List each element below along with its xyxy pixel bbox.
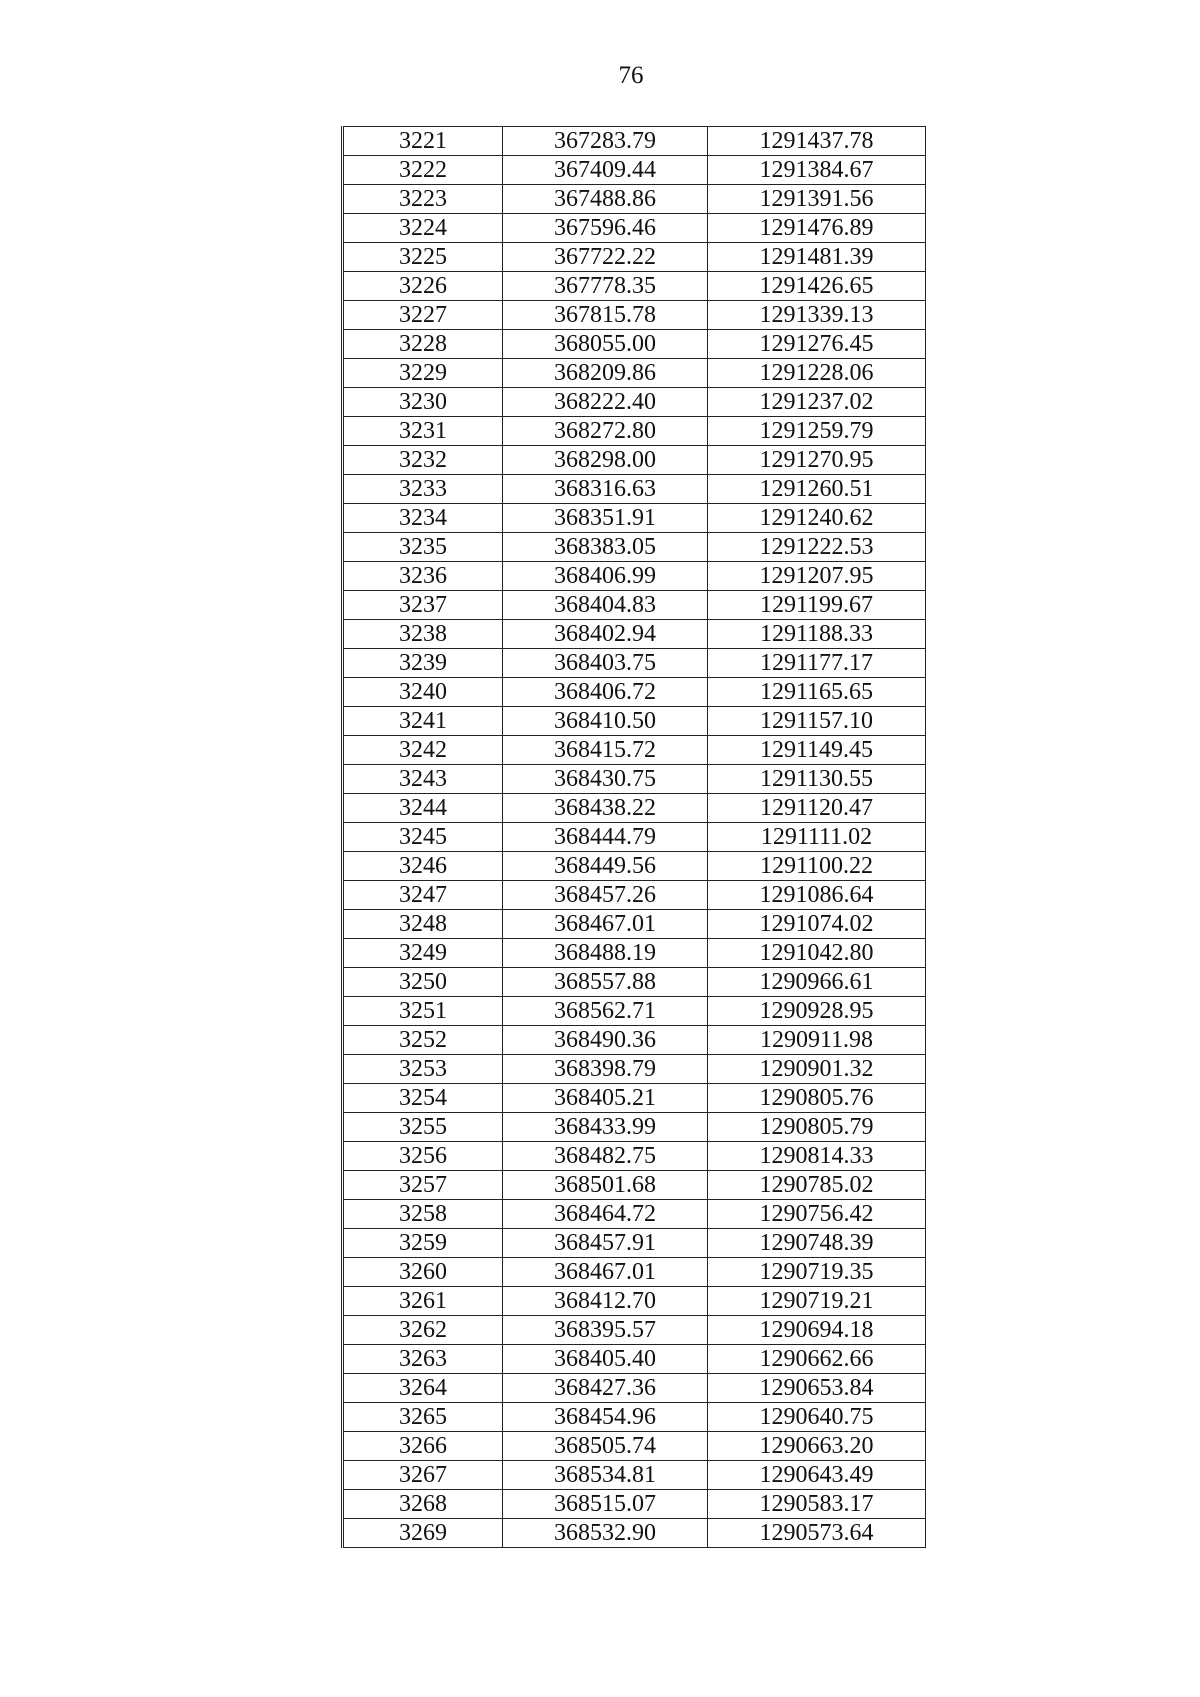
x-coordinate-cell: 367283.79 [503,127,708,156]
x-coordinate-cell: 368272.80 [503,417,708,446]
y-coordinate-cell: 1291228.06 [708,359,926,388]
y-coordinate-cell: 1291199.67 [708,591,926,620]
table-row [343,678,926,707]
point-number-cell: 3225 [343,243,503,272]
x-coordinate-cell: 368457.26 [503,881,708,910]
y-coordinate-cell: 1291237.02 [708,388,926,417]
y-coordinate-cell: 1291476.89 [708,214,926,243]
point-number-cell: 3262 [343,1316,503,1345]
point-number-cell: 3221 [343,127,503,156]
x-coordinate-cell: 367722.22 [503,243,708,272]
point-number-cell: 3226 [343,272,503,301]
table-row [343,388,926,417]
y-coordinate-cell: 1291391.56 [708,185,926,214]
table-row [343,417,926,446]
y-coordinate-cell: 1291120.47 [708,794,926,823]
y-coordinate-cell: 1290805.76 [708,1084,926,1113]
point-number-cell: 3267 [343,1461,503,1490]
point-number-cell: 3250 [343,968,503,997]
table-row [343,968,926,997]
table-row [343,1316,926,1345]
point-number-cell: 3265 [343,1403,503,1432]
x-coordinate-cell: 368403.75 [503,649,708,678]
point-number-cell: 3235 [343,533,503,562]
x-coordinate-cell: 367815.78 [503,301,708,330]
table-row [343,997,926,1026]
point-number-cell: 3266 [343,1432,503,1461]
table-row [343,649,926,678]
table-row [343,1287,926,1316]
point-number-cell: 3222 [343,156,503,185]
y-coordinate-cell: 1291188.33 [708,620,926,649]
point-number-cell: 3223 [343,185,503,214]
table-row [343,185,926,214]
point-number-cell: 3247 [343,881,503,910]
x-coordinate-cell: 368457.91 [503,1229,708,1258]
point-number-cell: 3242 [343,736,503,765]
x-coordinate-cell: 368482.75 [503,1142,708,1171]
y-coordinate-cell: 1291259.79 [708,417,926,446]
table-row [343,794,926,823]
x-coordinate-cell: 368412.70 [503,1287,708,1316]
y-coordinate-cell: 1290653.84 [708,1374,926,1403]
y-coordinate-cell: 1291437.78 [708,127,926,156]
x-coordinate-cell: 368515.07 [503,1490,708,1519]
y-coordinate-cell: 1290640.75 [708,1403,926,1432]
point-number-cell: 3238 [343,620,503,649]
point-number-cell: 3249 [343,939,503,968]
table-row [343,156,926,185]
y-coordinate-cell: 1290719.21 [708,1287,926,1316]
x-coordinate-cell: 368404.83 [503,591,708,620]
x-coordinate-cell: 368534.81 [503,1461,708,1490]
y-coordinate-cell: 1291276.45 [708,330,926,359]
y-coordinate-cell: 1290643.49 [708,1461,926,1490]
table-row [343,1171,926,1200]
y-coordinate-cell: 1291207.95 [708,562,926,591]
table-row [343,765,926,794]
table-row [343,446,926,475]
x-coordinate-cell: 368433.99 [503,1113,708,1142]
y-coordinate-cell: 1291384.67 [708,156,926,185]
page-number [0,62,1200,90]
table-row [343,301,926,330]
table-row [343,562,926,591]
x-coordinate-cell: 367409.44 [503,156,708,185]
x-coordinate-cell: 367596.46 [503,214,708,243]
table-row [343,243,926,272]
x-coordinate-cell: 368406.72 [503,678,708,707]
point-number-cell: 3260 [343,1258,503,1287]
y-coordinate-cell: 1291165.65 [708,678,926,707]
y-coordinate-cell: 1290805.79 [708,1113,926,1142]
x-coordinate-cell: 368406.99 [503,562,708,591]
table-row [343,1519,926,1548]
y-coordinate-cell: 1291270.95 [708,446,926,475]
table-row [343,1026,926,1055]
point-number-cell: 3257 [343,1171,503,1200]
point-number-cell: 3254 [343,1084,503,1113]
table-row [343,910,926,939]
x-coordinate-cell: 368405.21 [503,1084,708,1113]
x-coordinate-cell: 368444.79 [503,823,708,852]
point-number-cell: 3258 [343,1200,503,1229]
x-coordinate-cell: 368410.50 [503,707,708,736]
x-coordinate-cell: 368209.86 [503,359,708,388]
y-coordinate-cell: 1290573.64 [708,1519,926,1548]
table-row [343,1200,926,1229]
x-coordinate-cell: 368398.79 [503,1055,708,1084]
point-number-cell: 3245 [343,823,503,852]
table-row [343,852,926,881]
point-number-cell: 3246 [343,852,503,881]
point-number-cell: 3230 [343,388,503,417]
y-coordinate-cell: 1291157.10 [708,707,926,736]
table-row [343,272,926,301]
y-coordinate-cell: 1291240.62 [708,504,926,533]
table-row [343,881,926,910]
y-coordinate-cell: 1291260.51 [708,475,926,504]
table-row [343,504,926,533]
y-coordinate-cell: 1291111.02 [708,823,926,852]
x-coordinate-cell: 368055.00 [503,330,708,359]
x-coordinate-cell: 368467.01 [503,910,708,939]
x-coordinate-cell: 367778.35 [503,272,708,301]
x-coordinate-cell: 368430.75 [503,765,708,794]
x-coordinate-cell: 368415.72 [503,736,708,765]
point-number-cell: 3241 [343,707,503,736]
y-coordinate-cell: 1290911.98 [708,1026,926,1055]
x-coordinate-cell: 368427.36 [503,1374,708,1403]
x-coordinate-cell: 368402.94 [503,620,708,649]
y-coordinate-cell: 1290663.20 [708,1432,926,1461]
point-number-cell: 3239 [343,649,503,678]
table-row [343,620,926,649]
x-coordinate-cell: 368562.71 [503,997,708,1026]
table-row [343,1490,926,1519]
y-coordinate-cell: 1291042.80 [708,939,926,968]
y-coordinate-cell: 1291149.45 [708,736,926,765]
point-number-cell: 3240 [343,678,503,707]
x-coordinate-cell: 368505.74 [503,1432,708,1461]
point-number-cell: 3269 [343,1519,503,1548]
point-number-cell: 3248 [343,910,503,939]
point-number-cell: 3228 [343,330,503,359]
x-coordinate-cell: 368383.05 [503,533,708,562]
coordinates-table [341,126,926,1548]
y-coordinate-cell: 1291177.17 [708,649,926,678]
point-number-cell: 3259 [343,1229,503,1258]
x-coordinate-cell: 368557.88 [503,968,708,997]
point-number-cell: 3253 [343,1055,503,1084]
point-number-cell: 3233 [343,475,503,504]
table-row [343,823,926,852]
table-row [343,330,926,359]
point-number-cell: 3232 [343,446,503,475]
x-coordinate-cell: 368298.00 [503,446,708,475]
y-coordinate-cell: 1290748.39 [708,1229,926,1258]
point-number-cell: 3227 [343,301,503,330]
x-coordinate-cell: 368488.19 [503,939,708,968]
x-coordinate-cell: 368351.91 [503,504,708,533]
y-coordinate-cell: 1290719.35 [708,1258,926,1287]
point-number-cell: 3231 [343,417,503,446]
y-coordinate-cell: 1291222.53 [708,533,926,562]
point-number-cell: 3261 [343,1287,503,1316]
table-row [343,1084,926,1113]
y-coordinate-cell: 1290583.17 [708,1490,926,1519]
y-coordinate-cell: 1291086.64 [708,881,926,910]
x-coordinate-cell: 368438.22 [503,794,708,823]
x-coordinate-cell: 368532.90 [503,1519,708,1548]
table-row [343,1461,926,1490]
table-row [343,1403,926,1432]
table-row [343,591,926,620]
x-coordinate-cell: 368464.72 [503,1200,708,1229]
table-row [343,1374,926,1403]
point-number-cell: 3243 [343,765,503,794]
x-coordinate-cell: 368501.68 [503,1171,708,1200]
point-number-cell: 3237 [343,591,503,620]
table-row [343,1432,926,1461]
table-row [343,707,926,736]
x-coordinate-cell: 368454.96 [503,1403,708,1432]
table-row [343,1055,926,1084]
y-coordinate-cell: 1290785.02 [708,1171,926,1200]
x-coordinate-cell: 368405.40 [503,1345,708,1374]
y-coordinate-cell: 1290756.42 [708,1200,926,1229]
point-number-cell: 3256 [343,1142,503,1171]
table-row [343,939,926,968]
point-number-cell: 3251 [343,997,503,1026]
x-coordinate-cell: 368467.01 [503,1258,708,1287]
table-row [343,1345,926,1374]
y-coordinate-cell: 1291426.65 [708,272,926,301]
table-row [343,1229,926,1258]
y-coordinate-cell: 1291481.39 [708,243,926,272]
x-coordinate-cell: 367488.86 [503,185,708,214]
table-row [343,214,926,243]
coordinates-table-body [343,127,926,1548]
table-row [343,127,926,156]
point-number-cell: 3229 [343,359,503,388]
y-coordinate-cell: 1290694.18 [708,1316,926,1345]
y-coordinate-cell: 1291074.02 [708,910,926,939]
y-coordinate-cell: 1290901.32 [708,1055,926,1084]
x-coordinate-cell: 368449.56 [503,852,708,881]
table-row [343,475,926,504]
point-number-cell: 3224 [343,214,503,243]
point-number-cell: 3264 [343,1374,503,1403]
point-number-cell: 3236 [343,562,503,591]
point-number-cell: 3255 [343,1113,503,1142]
y-coordinate-cell: 1291339.13 [708,301,926,330]
y-coordinate-cell: 1291130.55 [708,765,926,794]
point-number-cell: 3234 [343,504,503,533]
page-number-text: 76 [618,62,644,89]
y-coordinate-cell: 1291100.22 [708,852,926,881]
x-coordinate-cell: 368490.36 [503,1026,708,1055]
y-coordinate-cell: 1290966.61 [708,968,926,997]
x-coordinate-cell: 368395.57 [503,1316,708,1345]
table-row [343,533,926,562]
point-number-cell: 3244 [343,794,503,823]
point-number-cell: 3263 [343,1345,503,1374]
x-coordinate-cell: 368222.40 [503,388,708,417]
table-row [343,1113,926,1142]
table-row [343,1258,926,1287]
point-number-cell: 3268 [343,1490,503,1519]
table-row [343,736,926,765]
y-coordinate-cell: 1290662.66 [708,1345,926,1374]
y-coordinate-cell: 1290814.33 [708,1142,926,1171]
y-coordinate-cell: 1290928.95 [708,997,926,1026]
point-number-cell: 3252 [343,1026,503,1055]
x-coordinate-cell: 368316.63 [503,475,708,504]
table-row [343,359,926,388]
table-row [343,1142,926,1171]
